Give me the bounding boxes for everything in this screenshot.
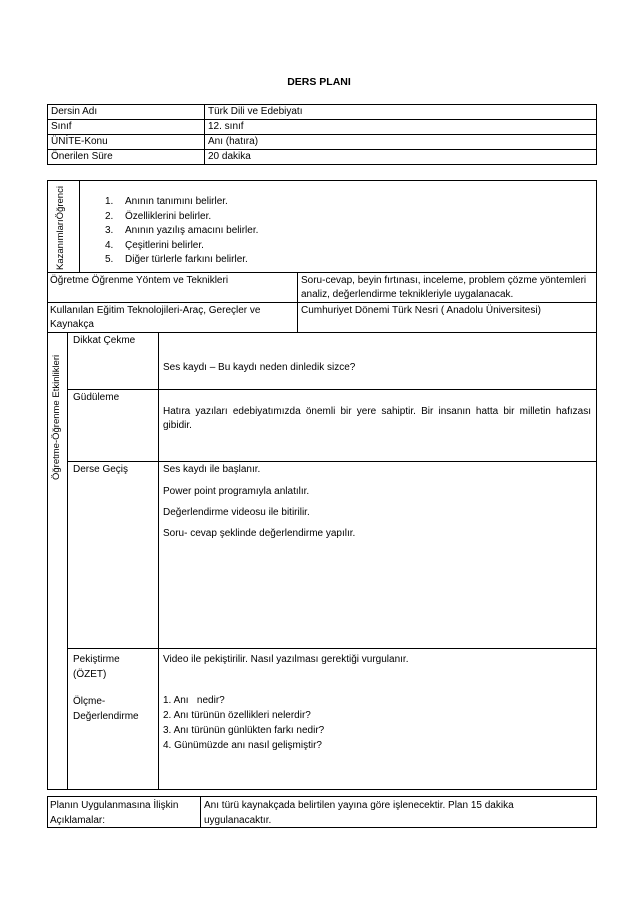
divider [68,461,597,462]
divider [158,332,159,790]
gecis-line: Ses kaydı ile başlanır. [163,464,261,475]
aciklamalar-text: Anı türü kaynakçada belirtilen yayına göre işlenecektir. Plan 15 dakika [204,800,514,811]
olcme-question: 3. Anı türünün günlükten farkı nedir? [163,725,325,736]
etkinlik-side-label: Öğretme-Öğrenme Etkinlikleri [51,354,62,480]
list-item: 2. Özelliklerini belirler. [105,210,212,222]
table-row [48,135,597,150]
list-item: 3. Anının yazılış amacını belirler. [105,225,259,236]
divider [200,796,201,828]
olcme-question: 1. Anı nedir? [163,695,225,706]
olcme-label-2: Değerlendirme [73,711,139,722]
gecis-line: Power point programıyla anlatılır. [163,486,310,497]
pekistirme-text: Video ile pekiştirilir. Nasıl yazılması gerektiği vurgulanır. [163,654,409,665]
page-title: DERS PLANI [287,76,351,88]
info-table [47,104,597,165]
dikkat-text: Ses kaydı – Bu kaydı neden dinledik sizce? [163,362,356,373]
table-row [48,120,597,135]
info-value: Türk Dili ve Edebiyatı [205,105,597,120]
list-item: 5. Diğer türlerle farkını belirler. [105,254,248,265]
divider [68,648,597,649]
gecis-label: Derse Geçiş [73,464,129,475]
arac-label: Kullanılan Eğitim Teknolojileri-Araç, Gereçler ve Kaynakça [50,305,261,330]
info-label: Dersin Adı [48,105,205,120]
info-value: 12. sınıf [205,120,597,135]
info-label: Önerilen Süre [48,150,205,165]
list-item: 1. Anının tanımını belirler. [105,196,228,207]
olcme-question: 2. Anı türünün özellikleri nelerdir? [163,710,311,721]
gecis-line: Değerlendirme videosu ile bitirilir. [163,507,310,518]
list-item: 4. Çeşitlerini belirler. [105,239,204,251]
info-label: Sınıf [48,120,205,135]
table-row [48,105,597,120]
info-value: Anı (hatıra) [205,135,597,150]
pekistirme-label-2: (ÖZET) [73,669,107,680]
olcme-label: Ölçme- [73,696,106,707]
aciklamalar-label: Planın Uygulanmasına İlişkin [50,800,179,811]
olcme-question: 4. Günümüzde anı nasıl gelişmiştir? [163,740,322,751]
info-label: ÜNİTE-Konu [48,135,205,150]
table-row [48,150,597,165]
divider [47,272,597,273]
gudulme-text: Hatıra yazıları edebiyatımızda önemli bir yere sahiptir. Bir insanın hatta bir milletin hafızası gibidir. [163,406,591,431]
etkinlik-side-cell [47,332,68,790]
divider [68,389,597,390]
pekistirme-label: Pekiştirme [73,654,120,665]
yontem-label: Öğretme Öğrenme Yöntem ve Teknikleri [50,275,229,286]
gecis-line: Soru- cevap şeklinde değerlendirme yapılır. [163,528,356,539]
divider [297,272,298,302]
yontem-value: Soru-cevap, beyin fırtınası, inceleme, problem çözme yöntemleri analiz, değerlendirme teknikleriyle uygalanacak. [301,275,587,300]
divider [47,302,597,303]
dikkat-label: Dikkat Çekme [73,335,136,346]
divider [47,332,597,333]
kazanim-list [105,195,258,268]
aciklamalar-label-2: Açıklamalar: [50,815,106,826]
kazanim-side-cell [47,180,80,273]
info-value: 20 dakika [205,150,597,165]
aciklamalar-text-2: uygulanacaktır. [204,815,272,826]
gudulme-label: Güdüleme [73,392,120,403]
arac-value: Cumhuriyet Dönemi Türk Nesri ( Anadolu Üniversitesi) [301,305,541,316]
divider [297,302,298,332]
kazanim-side-label: KazanımlarıÖğrenci [55,186,66,270]
